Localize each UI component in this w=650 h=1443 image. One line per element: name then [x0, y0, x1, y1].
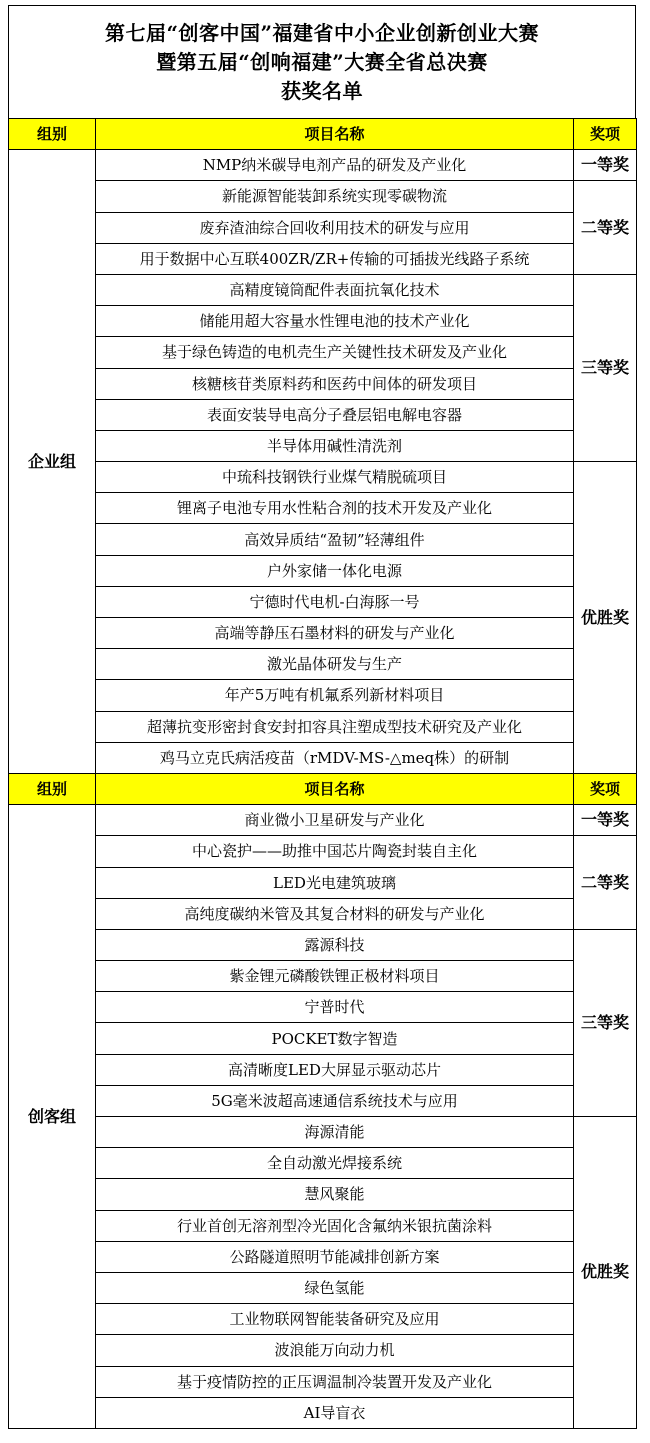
award-cell: 一等奖 [574, 805, 637, 836]
project-name-cell: 表面安装导电高分子叠层铝电解电容器 [96, 399, 574, 430]
project-name-cell: 高效异质结“盈韧”轻薄组件 [96, 524, 574, 555]
project-name-cell: 新能源智能装卸系统实现零碳物流 [96, 181, 574, 212]
award-cell: 优胜奖 [574, 462, 637, 774]
project-name-cell: 全自动激光焊接系统 [96, 1148, 574, 1179]
project-name-cell: 行业首创无溶剂型冷光固化含氟纳米银抗菌涂料 [96, 1210, 574, 1241]
award-cell: 二等奖 [574, 836, 637, 930]
table-row [9, 805, 637, 836]
award-cell: 二等奖 [574, 181, 637, 275]
project-name-cell: 年产5万吨有机氟系列新材料项目 [96, 680, 574, 711]
project-name-cell: 高精度镜筒配件表面抗氧化技术 [96, 274, 574, 305]
table-row [9, 1054, 637, 1085]
project-name-cell: 5G毫米波超高速通信系统技术与应用 [96, 1085, 574, 1116]
table-row [9, 1335, 637, 1366]
document-title [8, 5, 636, 118]
table-row [9, 399, 637, 430]
table-row [9, 711, 637, 742]
table-row [9, 836, 637, 867]
table-row [9, 306, 637, 337]
project-name-cell: 宁德时代电机-白海豚一号 [96, 586, 574, 617]
table-row [9, 337, 637, 368]
project-name-cell: 慧风聚能 [96, 1179, 574, 1210]
table-row [9, 150, 637, 181]
table-row [9, 368, 637, 399]
table-row [9, 649, 637, 680]
header-group: 组别 [9, 773, 96, 804]
award-cell: 一等奖 [574, 150, 637, 181]
project-name-cell: 露源科技 [96, 929, 574, 960]
project-name-cell: 宁普时代 [96, 992, 574, 1023]
award-cell: 优胜奖 [574, 1117, 637, 1429]
project-name-cell: 核糖核苷类原料药和医药中间体的研发项目 [96, 368, 574, 399]
award-cell: 三等奖 [574, 274, 637, 461]
project-name-cell: 绿色氢能 [96, 1272, 574, 1303]
project-name-cell: 高纯度碳纳米管及其复合材料的研发与产业化 [96, 898, 574, 929]
project-name-cell: 锂离子电池专用水性粘合剂的技术开发及产业化 [96, 493, 574, 524]
project-name-cell: 商业微小卫星研发与产业化 [96, 805, 574, 836]
table-row [9, 1241, 637, 1272]
title-line-1: 第七届“创客中国”福建省中小企业创新创业大赛 [104, 20, 539, 45]
table-row [9, 680, 637, 711]
project-name-cell: 公路隧道照明节能减排创新方案 [96, 1241, 574, 1272]
project-name-cell: 基于绿色铸造的电机壳生产关键性技术研发及产业化 [96, 337, 574, 368]
project-name-cell: 中心瓷护——助推中国芯片陶瓷封装自主化 [96, 836, 574, 867]
project-name-cell: 高清晰度LED大屏显示驱动芯片 [96, 1054, 574, 1085]
project-name-cell: NMP纳米碳导电剂产品的研发及产业化 [96, 150, 574, 181]
project-name-cell: 工业物联网智能装备研究及应用 [96, 1304, 574, 1335]
table-row [9, 1179, 637, 1210]
header-project: 项目名称 [96, 119, 574, 150]
header-award: 奖项 [574, 119, 637, 150]
table-row [9, 618, 637, 649]
table-row [9, 898, 637, 929]
table-row [9, 243, 637, 274]
award-cell: 三等奖 [574, 929, 637, 1116]
project-name-cell: 鸡马立克氏病活疫苗（rMDV-MS-△meq株）的研制 [96, 742, 574, 773]
project-name-cell: 半导体用碱性清洗剂 [96, 430, 574, 461]
table-header-row [9, 773, 637, 804]
table-row [9, 555, 637, 586]
group-cell: 创客组 [9, 805, 96, 1429]
table-header-row [9, 119, 637, 150]
table-row [9, 1304, 637, 1335]
project-name-cell: 用于数据中心互联400ZR/ZR+传输的可插拔光线路子系统 [96, 243, 574, 274]
table-row [9, 742, 637, 773]
project-name-cell: POCKET数字智造 [96, 1023, 574, 1054]
table-row [9, 1397, 637, 1428]
header-project: 项目名称 [96, 773, 574, 804]
project-name-cell: 波浪能万向动力机 [96, 1335, 574, 1366]
table-row [9, 1210, 637, 1241]
header-award: 奖项 [574, 773, 637, 804]
project-name-cell: 废弃渣油综合回收利用技术的研发与应用 [96, 212, 574, 243]
table-row [9, 1272, 637, 1303]
table-row [9, 961, 637, 992]
table-row [9, 493, 637, 524]
project-name-cell: 激光晶体研发与生产 [96, 649, 574, 680]
table-row [9, 181, 637, 212]
table-row [9, 1148, 637, 1179]
table-row [9, 524, 637, 555]
table-row [9, 1366, 637, 1397]
table-row [9, 867, 637, 898]
award-table [8, 118, 637, 1429]
table-row [9, 274, 637, 305]
project-name-cell: 中琉科技钢铁行业煤气精脱硫项目 [96, 462, 574, 493]
project-name-cell: 紫金锂元磷酸铁锂正极材料项目 [96, 961, 574, 992]
project-name-cell: LED光电建筑玻璃 [96, 867, 574, 898]
project-name-cell: AI导盲衣 [96, 1397, 574, 1428]
table-row [9, 462, 637, 493]
project-name-cell: 海源清能 [96, 1117, 574, 1148]
table-row [9, 992, 637, 1023]
table-row [9, 212, 637, 243]
table-row [9, 430, 637, 461]
title-line-3: 获奖名单 [281, 78, 363, 103]
table-row [9, 1023, 637, 1054]
project-name-cell: 超薄抗变形密封食安封扣容具注塑成型技术研究及产业化 [96, 711, 574, 742]
project-name-cell: 基于疫情防控的正压调温制冷装置开发及产业化 [96, 1366, 574, 1397]
project-name-cell: 户外家储一体化电源 [96, 555, 574, 586]
header-group: 组别 [9, 119, 96, 150]
project-name-cell: 储能用超大容量水性锂电池的技术产业化 [96, 306, 574, 337]
group-cell: 企业组 [9, 150, 96, 774]
table-row [9, 1117, 637, 1148]
title-line-2: 暨第五届“创响福建”大赛全省总决赛 [156, 49, 488, 74]
table-row [9, 1085, 637, 1116]
project-name-cell: 高端等静压石墨材料的研发与产业化 [96, 618, 574, 649]
table-row [9, 929, 637, 960]
table-row [9, 586, 637, 617]
